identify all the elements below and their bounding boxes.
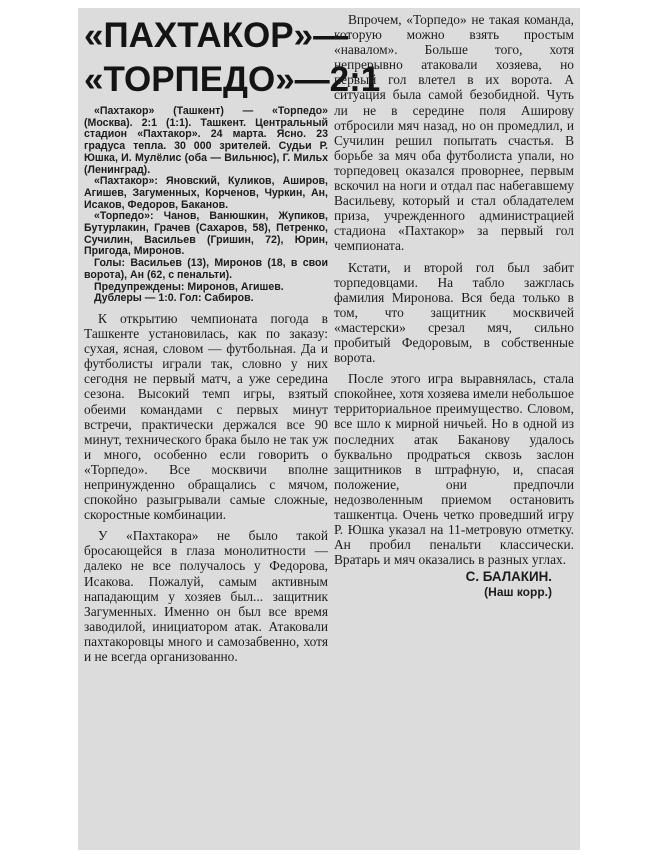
article-body-left xyxy=(84,311,328,664)
paragraph: После этого игра выравнялась, стала спокойнее, хотя хозяева имели небольшое территориальное преимущество. Словом, все шло к мирной ничьей. Но в одной из последних атак Баканову удалось буквально продраться сквозь заслон защитников в штрафную, и, спасая положение, они предпочли недозволенным приемом остановить ташкентца. Очень четко проведший игру Р. Юшка указал на 11-метровую отметку. Ан пробил пенальти классически. Вратарь и мяч оказались в разных углах. xyxy=(334,371,574,568)
match-facts xyxy=(84,106,328,305)
paragraph: Впрочем, «Торпедо» не такая команда, которую можно взять простым «навалом». Больше того, хотя непрерывно атаковали хозяева, но первый гол влетел в их ворота. А ситуация была самой безобидной. Чуть ли не в середине поля Аширову отбросили мяч назад, но он промедлил, и Сучилин решил попытать счастья. В борьбе за мяч оба футболиста упали, но торпедовец оказался проворнее, первым вскочил на ноги и отдал пас набегавшему Васильеву, который и стал обладателем приза, учрежденного администрацией стадиона «Пахтакор» за первый гол чемпионата. xyxy=(334,12,574,254)
left-column xyxy=(84,12,381,846)
paragraph: К открытию чемпионата погода в Ташкенте установилась, как по заказу: сухая, ясная, словом — футбольная. Да и футболисты играли так, словно у них сегодня не первый матч, а уже середина сезона. Высокий темп игры, взятый обеими командами с первых минут встречи, практически держался все 90 минут, технического брака было не так уж и много, особенно если говорить о «Торпедо». Все москвичи вполне непринужденно обращались с мячом, спокойно разыгрывали самые сложные, скоростные комбинации. xyxy=(84,310,328,523)
facts-goals: Голы: Васильев (13), Миронов (18, в свои ворота), Ан (62, с пенальти). xyxy=(84,257,328,281)
newspaper-clipping xyxy=(78,8,580,850)
paragraph: У «Пахтакора» не было такой бросающейся в глаза монолитности — далеко не все получалось у Федорова, Исакова. Пожалуй, самым активным нападающим у хозяев был... защитник Загуменных. Именно он был все время заводилой, инициатором атак. Атаковали пахтакоровцы много и самозабвенно, хотя и не всегда организованно. xyxy=(84,528,328,665)
headline-line-2: «ТОРПЕДО»—2:1 xyxy=(84,60,381,99)
facts-cautions: Предупреждены: Миронов, Агишев. xyxy=(94,280,284,293)
facts-lineup-pakhtakor: «Пахтакор»: Яновский, Куликов, Аширов, Агишев, Загуменных, Корченов, Чуркин, Ан, Исаков, Федоров, Баканов. xyxy=(84,175,328,211)
facts-summary: «Пахтакор» (Ташкент) — «Торпедо» (Москва). 2:1 (1:1). Ташкент. Центральный стадион «Пахтакор». 24 марта. Ясно. 23 градуса тепла. 30 000 зрителей. Судьи Р. Юшка, И. Мулёлис (оба — Вильнюс), Г. Мильх (Ленинград). xyxy=(84,105,328,176)
facts-lineup-torpedo: «Торпедо»: Чанов, Ванюшкин, Жупиков, Бутурлакин, Грачев (Сахаров, 58), Петренко, Сучилин, Васильев (Гришин, 72), Юрин, Пригода, Миронов. xyxy=(84,210,328,258)
headline-line-1: «ПАХТАКОР»— xyxy=(84,16,349,55)
author-signature: С. БАЛАКИН. xyxy=(465,569,552,585)
facts-reserves: Дублеры — 1:0. Гол: Сабиров. xyxy=(94,292,254,305)
author-note: (Наш корр.) xyxy=(484,584,552,599)
paragraph: Кстати, и второй гол был забит торпедовцами. На табло зажглась фамилия Миронова. Вся беда только в том, что защитник москвичей «мастерски» срезал мяч, сильно пробитый Федоровым, в собственные ворота. xyxy=(334,259,574,366)
right-column xyxy=(334,12,574,846)
